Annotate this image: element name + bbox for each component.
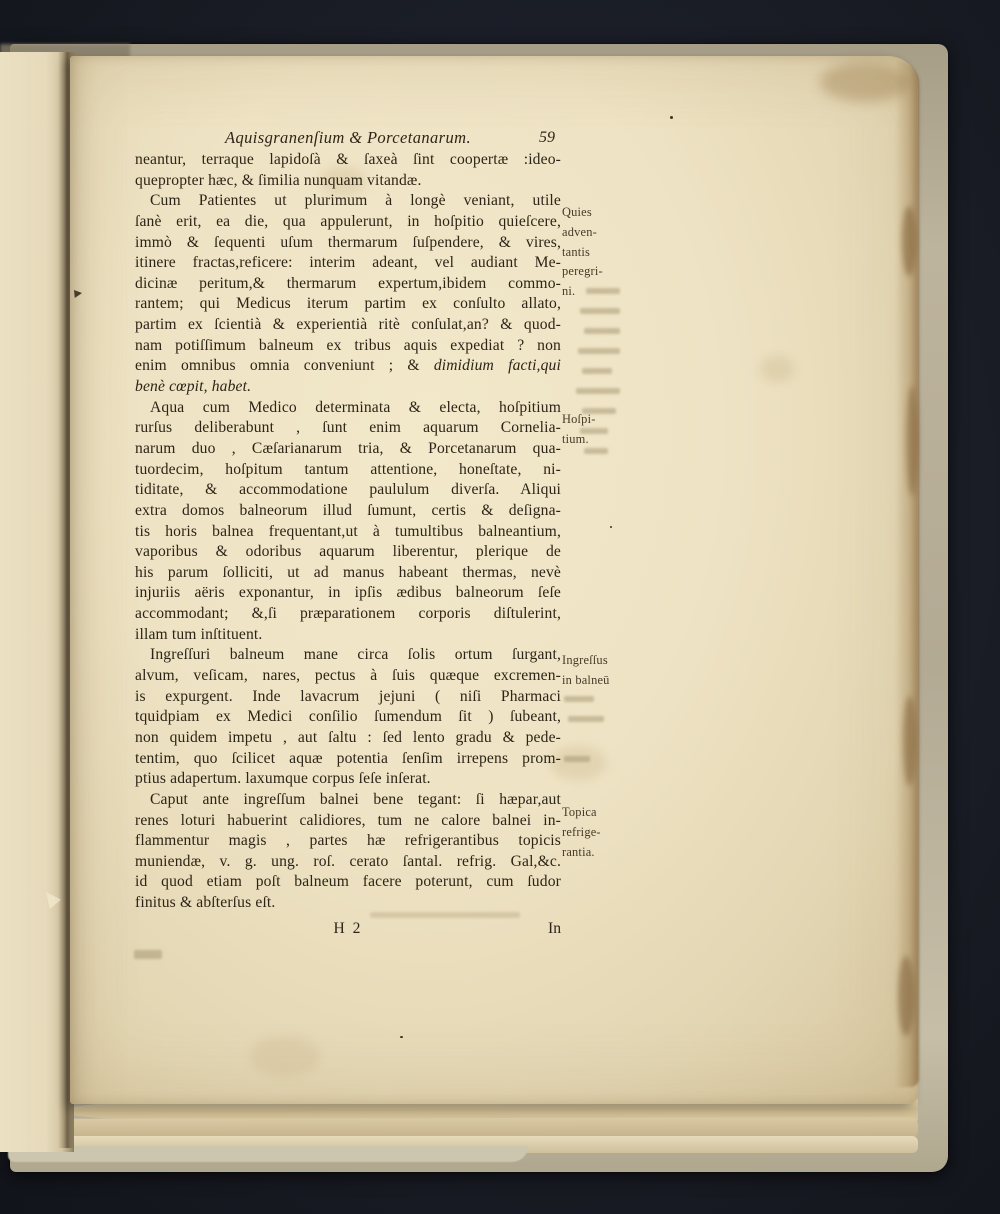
text-line: enim omnibus omnia conveniunt ; & dimidium facti,qui xyxy=(135,357,561,375)
text-line: illam tum inſtituent. xyxy=(135,625,263,643)
text-line: flammentur magis , partes hæ refrigerantibus topicis xyxy=(135,832,561,850)
text-line: immò & ſequenti uſum thermarum ſuſpendere, & vires, xyxy=(135,233,561,251)
text-line: his parum ſolliciti, ut ad manus habeant thermas, nevè xyxy=(135,563,561,581)
margin-note: Ingreſſus in balneū xyxy=(562,653,610,687)
text-line: muniendæ, v. g. ung. roſ. cerato ſantal. refrig. Gal,&c. xyxy=(135,852,561,870)
bleed-through-text xyxy=(580,428,608,434)
text-line: accommodant; &,ſi præparationem corporis diſtulerint, xyxy=(135,605,561,623)
text-line: rantem; qui Medicus iterum partim ex conſulto allato, xyxy=(135,295,561,313)
bleed-through-text xyxy=(576,388,620,394)
text-line: quepropter hæc, & ſimilia nunquam vitandæ. xyxy=(135,171,422,189)
book-page xyxy=(70,56,918,1104)
margin-note: Hoſpi- tium. xyxy=(562,412,596,446)
text-line: itinere fractas,reficere: interim adeant, vel audiant Me- xyxy=(135,254,561,272)
signature-row xyxy=(135,920,561,942)
text-line: vaporibus & odoribus aquarum liberentur, plerique de xyxy=(135,543,561,561)
ink-speck xyxy=(400,1036,403,1038)
bleed-through-text xyxy=(584,328,620,334)
text-line: tentim, quo ſcilicet aquæ potentia ſenſim irrepens prom- xyxy=(135,749,561,767)
bleed-through-text xyxy=(582,368,612,374)
text-line: ptius adapertum. laxumque corpus ſeſe inſerat. xyxy=(135,770,431,788)
ink-speck xyxy=(670,116,673,119)
edge-stain xyxy=(906,386,918,496)
marginal-ink-mark xyxy=(74,288,82,298)
foxing-spot xyxy=(250,1036,320,1076)
running-title: Aquisgranenſium & Porcetanarum. xyxy=(225,128,471,147)
text-line: extra domos balneorum illud ſumunt, certis & deſigna- xyxy=(135,501,561,519)
text-line: tis horis balnea frequentant,ut à tumultibus balneantium, xyxy=(135,522,561,540)
edge-stain xyxy=(903,696,916,786)
bleed-through-text xyxy=(586,288,620,294)
text-line: benè cœpit, habet. xyxy=(135,378,252,396)
ink-speck xyxy=(610,526,612,528)
text-line: partim ex ſcientià & experientià ritè conſulat,an? & quod- xyxy=(135,316,561,334)
text-line: rurſus deliberabunt , ſunt enim aquarum Cornelia- xyxy=(135,419,561,437)
bleed-through-text xyxy=(580,308,620,314)
bleed-through-text xyxy=(370,912,520,918)
text-line: tquidpiam ex Medici conſilio ſumendum ſit ) ſubeant, xyxy=(135,708,561,726)
bleed-through-text xyxy=(582,408,616,414)
bleed-through-text xyxy=(568,716,604,722)
text-line: tuordecim, hoſpitum tantum attentione, honeſtate, ni- xyxy=(135,460,561,478)
text-line: ſanè erit, ea die, qua appulerunt, in hoſpitio quieſcere, xyxy=(135,212,561,230)
text-line: injuriis aëris exponantur, in ipſis ædibus balneorum ſeſe xyxy=(135,584,561,602)
page-tail-edge xyxy=(8,1146,528,1162)
corner-stain xyxy=(820,62,910,102)
bleed-through-text xyxy=(564,696,594,702)
text-line: renes loturi habuerint calidiores, tum ne calore balnei in- xyxy=(135,811,561,829)
margin-note: Quies adven- tantis peregri- ni. xyxy=(562,205,603,299)
catchword: In xyxy=(548,919,561,937)
bleed-through-text xyxy=(564,756,590,762)
text-line: Ingreſſuri balneum mane circa ſolis ortum ſurgant, xyxy=(150,646,561,664)
foxing-spot xyxy=(760,356,794,382)
text-line: nam potiſſimum balneum ex tribus aquis expediat ? non xyxy=(135,336,561,354)
edge-stain xyxy=(898,956,914,1036)
text-block xyxy=(135,150,561,942)
gathering-signature: H 2 xyxy=(333,919,363,937)
text-line: alvum, veſicam, nares, pectus à ſuis quæque excremen- xyxy=(135,667,561,685)
text-line: non quidem impetu , aut ſaltu : ſed lento gradu & pede- xyxy=(135,728,561,746)
bleed-through-text xyxy=(584,448,608,454)
running-header xyxy=(135,128,561,150)
text-line: dicinæ peritum,& thermarum expertum,ibidem commo- xyxy=(135,274,561,292)
edge-stain xyxy=(902,206,916,276)
text-line: id quod etiam poſt balneum facere poterunt, cum ſudor xyxy=(135,873,561,891)
bleed-through-text xyxy=(134,950,162,959)
text-line: finitus & abſterſus eſt. xyxy=(135,894,276,912)
text-line: neantur, terraque lapidoſà & ſaxeà ſint coopertæ :ideo- xyxy=(135,151,561,168)
text-line: Cum Patientes ut plurimum à longè veniant, utile xyxy=(150,192,561,210)
bleed-through-text xyxy=(578,348,620,354)
text-line: tiditate, & accommodatione paululum diverſa. Aliqui xyxy=(135,481,561,499)
text-line: narum duo , Cæſarianarum tria, & Porcetanarum qua- xyxy=(135,439,561,457)
text-line: is expurgent. Inde lavacrum jejuni ( niſi Pharmaci xyxy=(135,687,561,705)
page-number: 59 xyxy=(539,129,555,146)
margin-note: Topica refrige- rantia. xyxy=(562,805,601,859)
text-line: Aqua cum Medico determinata & electa, hoſpitium xyxy=(150,398,561,416)
text-line: Caput ante ingreſſum balnei bene tegant: ſi hæpar,aut xyxy=(150,790,561,808)
